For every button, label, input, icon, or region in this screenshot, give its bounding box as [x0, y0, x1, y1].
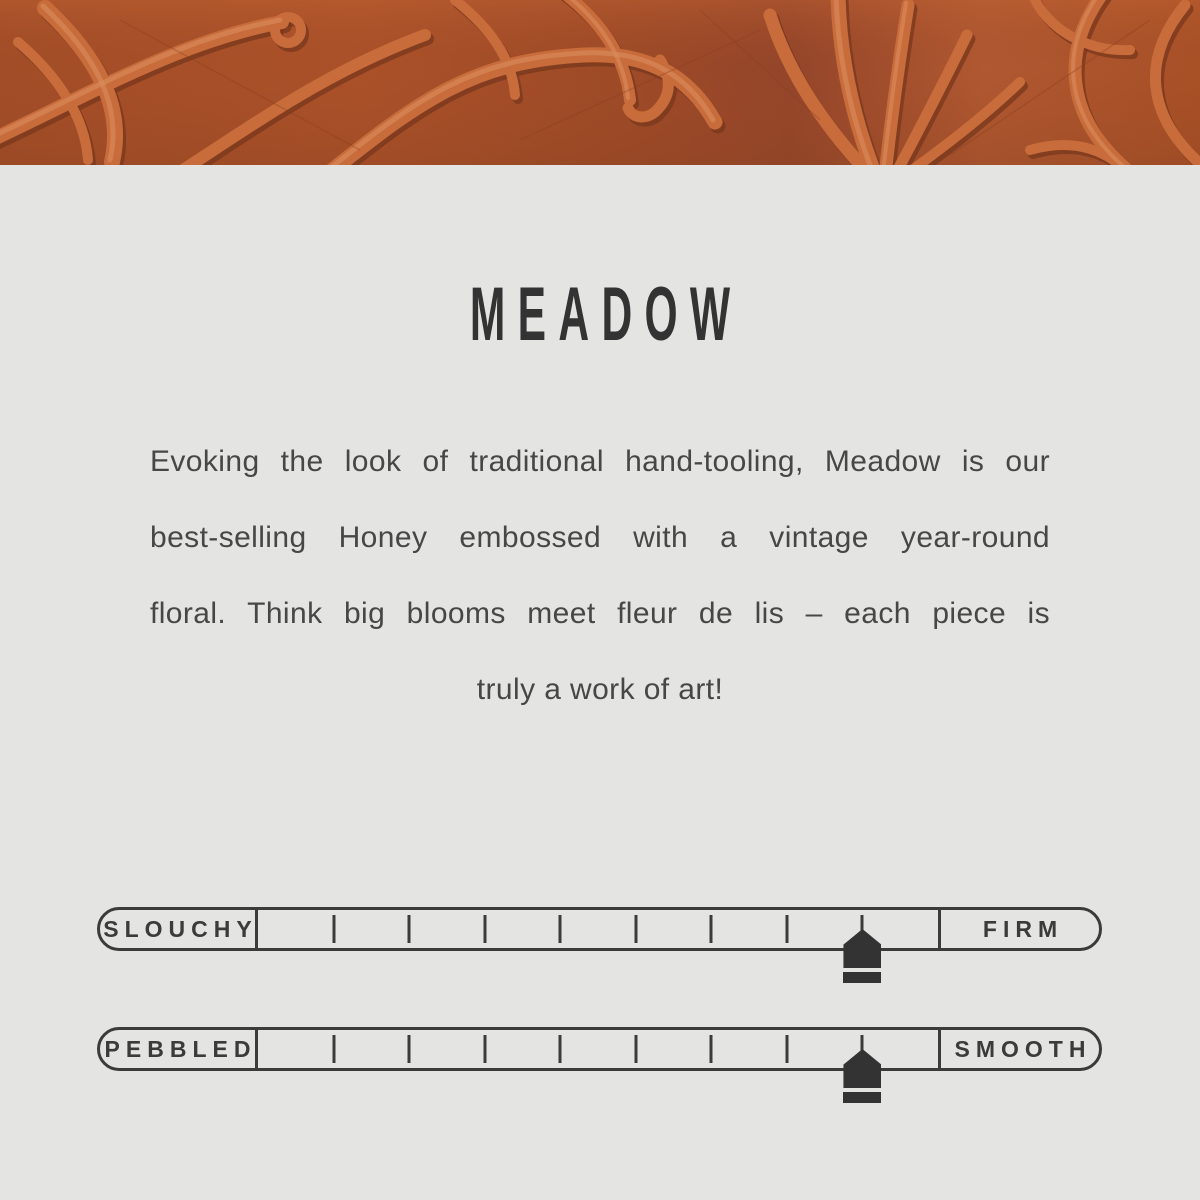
description-line: Evoking the look of traditional hand-tooling, Meadow is our [150, 445, 1050, 478]
slider-tick [332, 915, 335, 943]
slider-right-label: FIRM [938, 910, 1099, 948]
slider-tick [785, 1035, 788, 1063]
slider-tick [559, 915, 562, 943]
leather-texture-illustration [0, 0, 1200, 165]
texture-slider [97, 1027, 1102, 1071]
collection-description [150, 424, 1050, 728]
slider-tick [710, 1035, 713, 1063]
slider-tick [408, 915, 411, 943]
slider-tick [483, 1035, 486, 1063]
slider-marker [843, 929, 881, 983]
description-line: best-selling Honey embossed with a vintage year-round [150, 521, 1050, 554]
slider-marker-pointer-icon [843, 929, 881, 968]
slider-marker-bar-icon [843, 1092, 881, 1103]
firmness-slider-track [97, 907, 1102, 951]
slider-tick [332, 1035, 335, 1063]
slider-tick [634, 915, 637, 943]
firmness-slider [97, 907, 1102, 951]
slider-tick [559, 1035, 562, 1063]
firmness-slider-scale [258, 910, 938, 948]
slider-left-label: SLOUCHY [100, 910, 258, 948]
texture-slider-scale [258, 1030, 938, 1068]
collection-title: MEADOW [469, 272, 743, 357]
texture-slider-track [97, 1027, 1102, 1071]
slider-tick [785, 915, 788, 943]
slider-marker-bar-icon [843, 972, 881, 983]
slider-marker-pointer-icon [843, 1049, 881, 1088]
leather-texture-banner [0, 0, 1200, 165]
description-line: floral. Think big blooms meet fleur de lis – each piece is [150, 597, 1050, 630]
slider-right-label: SMOOTH [938, 1030, 1099, 1068]
slider-marker [843, 1049, 881, 1103]
slider-tick [483, 915, 486, 943]
slider-tick [634, 1035, 637, 1063]
slider-tick [408, 1035, 411, 1063]
slider-left-label: PEBBLED [100, 1030, 258, 1068]
description-line: truly a work of art! [476, 673, 724, 706]
slider-tick [710, 915, 713, 943]
